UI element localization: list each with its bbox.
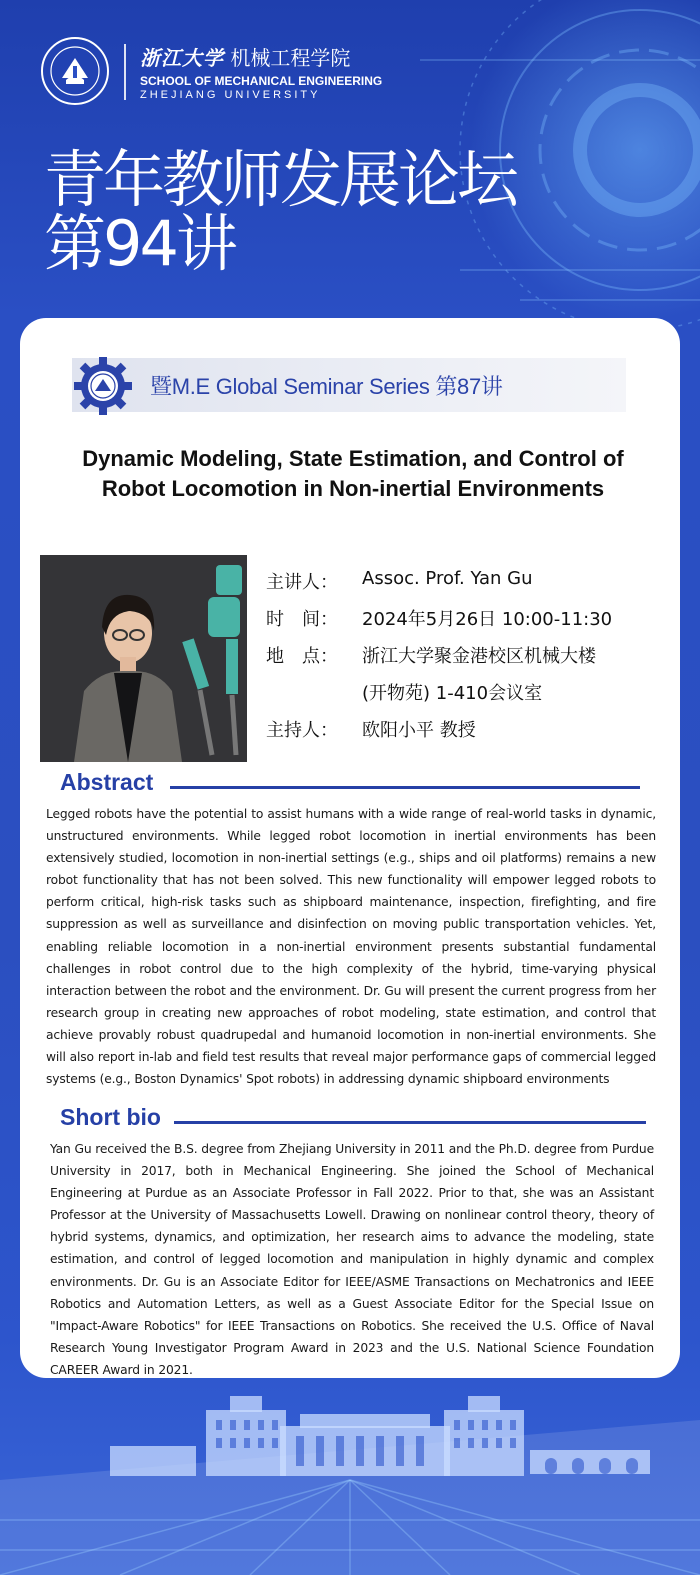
forum-title bbox=[44, 143, 517, 280]
talk-title: Dynamic Modeling, State Estimation, and Control of Robot Locomotion in Non-inertial Environments bbox=[82, 446, 624, 501]
bio-text: Yan Gu received the B.S. degree from Zhejiang University in 2011 and the Ph.D. degree from Purdue University in 2017, both in Mechanical Engineering. She joined the School of Mechanical Engineering at Purdue as an Associate Professor in Fall 2022. Prior to that, she was an Assistant Professor at the University of Massachusetts Lowell. Drawing on nonlinear control theory, theory of hybrid systems, dynamics, and optimization, her research aims to advance the modeling, state estimation, and control of legged locomotion and manipulation in highly dynamic and complex environments. Dr. Gu is an Associate Editor for IEEE/ASME Transactions on Mechatronics and IEEE Robotics and Automation Letters, as well as a Guest Associate Editor for the Special Issue on "Impact-Aware Robotics" for IEEE Transactions on Robotics. She received the U.S. Office of Naval Research Young Investigator Program Award in 2023 and the U.S. National Science Foundation CAREER Award in 2021. bbox=[50, 1142, 654, 1377]
school-name-cn: 浙江大学 机械工程学院 bbox=[140, 46, 351, 70]
campus-building-illustration bbox=[0, 1380, 700, 1490]
time-value: 2024年5月26日 10:00-11:30 bbox=[362, 609, 613, 630]
university-name-en: ZHEJIANG UNIVERSITY bbox=[140, 89, 321, 101]
abstract-heading: Abstract bbox=[60, 769, 154, 795]
speaker-photo bbox=[40, 555, 247, 762]
bio-heading: Short bio bbox=[60, 1104, 161, 1130]
abstract-rule bbox=[170, 786, 640, 789]
abstract-text: Legged robots have the potential to assist humans with a wide range of real-world tasks in dynamic, unstructured environments. While legged robot locomotion in inertial environments has been extensively studied, locomotion in non-inertial settings (e.g., ships and oil platforms) remains a new robot functionality that has not been solved. This new functionality will empower legged robots to perform critical, high-risk tasks such as shipboard maintenance, inspection, firefighting, and fire suppression as well as surveillance and disinfection on moving public transportation vehicles. Yet, enabling reliable locomotion in a non-inertial environment presents substantial fundamental challenges in robot control due to the high complexity of the hybrid, time-varying physical interaction between the robot and the environment. Dr. Gu will present the current progress from her research group in creating new approaches of robot modeling, state estimation, and control that achieve provably robust quadrupedal and humanoid locomotion in non-inertial environments. She will also report in-lab and field test results that reveal major performance gaps of commercial legged systems (e.g., Boston Dynamics' Spot robots) in addressing dynamic shipboard environments bbox=[46, 807, 656, 1087]
time-label: 时 间： bbox=[266, 609, 338, 630]
place-value-line1: 浙江大学聚金港校区机械大楼 bbox=[362, 646, 596, 667]
school-name-en: SCHOOL OF MECHANICAL ENGINEERING bbox=[140, 74, 383, 88]
host-value: 欧阳小平 教授 bbox=[362, 720, 476, 741]
place-value-line2: (开物苑) 1-410会议室 bbox=[362, 683, 543, 704]
speaker-label: 主讲人： bbox=[266, 572, 338, 593]
forum-title-line2: 第94讲 bbox=[44, 207, 235, 280]
forum-title-line1: 青年教师发展论坛 bbox=[44, 143, 517, 216]
logo-divider bbox=[124, 44, 126, 100]
bio-rule bbox=[174, 1121, 646, 1124]
zju-seal-icon bbox=[40, 36, 110, 106]
host-label: 主持人： bbox=[266, 720, 338, 741]
school-logo-block bbox=[40, 36, 383, 106]
place-label: 地 点： bbox=[266, 646, 338, 667]
series-label: 暨M.E Global Seminar Series 第87讲 bbox=[150, 374, 503, 399]
gear-logo-icon bbox=[72, 355, 134, 417]
speaker-value: Assoc. Prof. Yan Gu bbox=[362, 568, 533, 589]
